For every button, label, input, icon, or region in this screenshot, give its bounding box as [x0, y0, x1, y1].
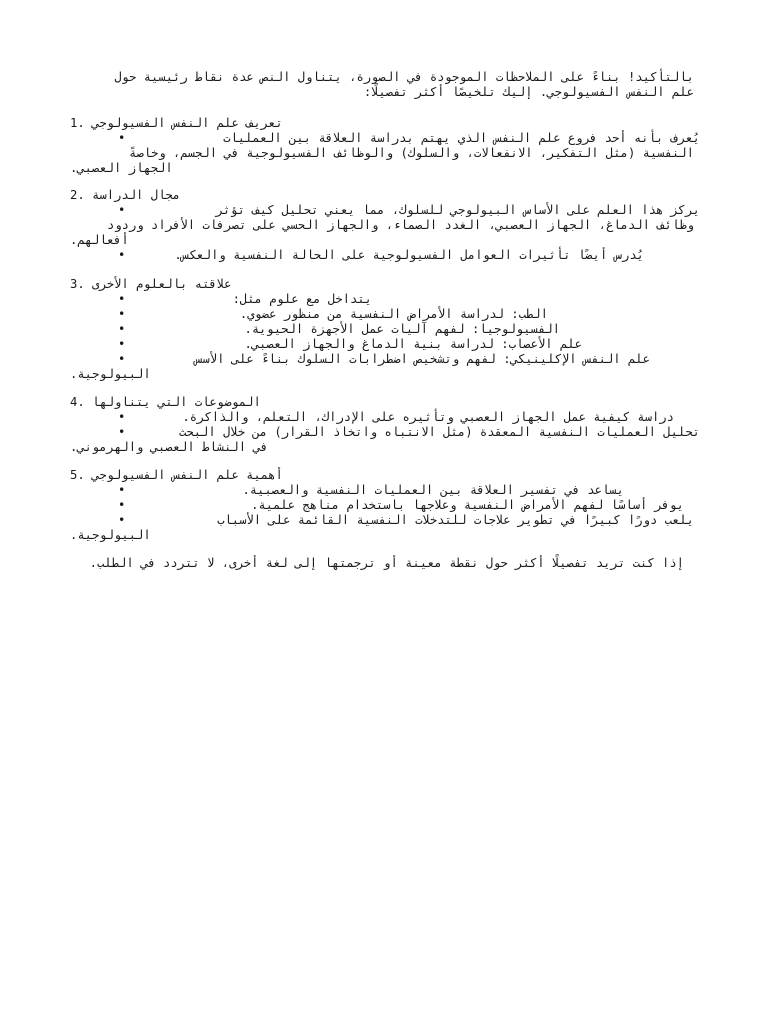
list-item-continuation: النفسية (مثل التفكير، الانفعالات، والسلوك) والوظائف الفسيولوجية في الجسم، وخاصةً	[129, 146, 694, 160]
section-heading	[70, 277, 694, 292]
list-item	[70, 307, 694, 322]
closing-line: إذا كنت تريد تفصيلًا أكثر حول نقطة معينة أو ترجمتها إلى لغة أخرى، لا تتردد في الطلب.	[89, 556, 684, 570]
list-item-text: يركز هذا العلم على الأساس البيولوجي للسلوك، مما يعني تحليل كيف تؤثر	[215, 203, 700, 217]
section-number: 5.	[70, 468, 85, 482]
bullet-icon: •	[118, 292, 126, 306]
list-item	[70, 410, 694, 425]
list-item-continuation: البيولوجية.	[70, 528, 151, 542]
closing-paragraph	[70, 556, 694, 571]
list-item-text: يوفر أساسًا لفهم الأمراض النفسية وعلاجها باستخدام مناهج علمية.	[251, 498, 684, 512]
list-item-continuation: وظائف الدماغ، الجهاز العصبي، الغدد الصماء، والجهاز الحسي على تصرفات الأفراد وردود	[107, 218, 694, 232]
section-heading	[70, 468, 694, 483]
list-item-text: يلعب دورًا كبيرًا في تطوير علاجات للتدخلات النفسية القائمة على الأسباب	[217, 513, 694, 527]
bullet-icon: •	[118, 131, 126, 145]
section-heading	[70, 395, 694, 410]
list-item-text: يُعرف بأنه أحد فروع علم النفس الذي يهتم بدراسة العلاقة بين العمليات	[223, 131, 700, 145]
list-item-text: تحليل العمليات النفسية المعقدة (مثل الانتباه واتخاذ القرار) من خلال البحث	[179, 425, 700, 439]
bullet-icon: •	[118, 248, 126, 262]
list-item-text: علم النفس الإكلينيكي: لفهم وتشخيص اضطرابات السلوك بناءً على الأسس	[195, 352, 650, 366]
list-item	[70, 513, 694, 528]
section-title: مجال الدراسة	[92, 188, 181, 202]
section-number: 2.	[70, 188, 85, 202]
section-5	[70, 468, 694, 543]
bullet-icon: •	[118, 513, 126, 527]
list-item-text: علم الأعصاب: لدراسة بنية الدماغ والجهاز العصبي.	[244, 337, 582, 351]
list-item-continuation: البيولوجية.	[70, 367, 151, 381]
bullet-icon: •	[118, 410, 126, 424]
section-title: الموضوعات التي يتناولها	[92, 395, 261, 409]
list-item-text: الفسيولوجيا: لفهم آليات عمل الأجهزة الحيوية.	[244, 322, 560, 336]
list-item	[70, 131, 700, 146]
list-item-text: يساعد في تفسير العلاقة بين العمليات النفسية والعصبية.	[242, 483, 624, 497]
list-item	[70, 352, 694, 367]
bullet-icon: •	[118, 498, 126, 512]
section-number: 3.	[70, 277, 85, 291]
list-item	[70, 425, 700, 440]
list-item-continuation: في النشاط العصبي والهرموني.	[70, 440, 269, 454]
list-item-text: يتداخل مع علوم مثل:	[232, 292, 372, 306]
section-title: تعريف علم النفس الفسيولوجي	[92, 116, 283, 130]
intro-paragraph	[70, 70, 694, 100]
list-item	[70, 337, 694, 352]
bullet-icon: •	[118, 203, 126, 217]
bullet-icon: •	[118, 425, 126, 439]
section-heading	[70, 116, 694, 131]
list-item	[70, 322, 694, 337]
section-4	[70, 395, 700, 455]
list-item	[70, 498, 694, 513]
section-1	[70, 116, 700, 176]
list-item	[70, 248, 694, 263]
section-3	[70, 277, 694, 382]
section-heading	[70, 188, 694, 203]
bullet-icon: •	[118, 322, 126, 336]
bullet-icon: •	[118, 352, 126, 366]
list-item-text: دراسة كيفية عمل الجهاز العصبي وتأثيره على الإدراك، التعلم، والذاكرة.	[182, 410, 674, 424]
bullet-icon: •	[118, 483, 126, 497]
list-item-continuation: أفعالهم.	[70, 233, 129, 247]
list-item	[70, 203, 700, 218]
intro-line-1: بالتأكيد! بناءً على الملاحظات الموجودة في الصورة، يتناول النص عدة نقاط رئيسية حول	[114, 70, 694, 84]
section-number: 1.	[70, 116, 85, 130]
section-title: علاقته بالعلوم الأخرى	[92, 277, 232, 291]
list-item-text: الطب: لدراسة الأمراض النفسية من منظور عضوي.	[239, 307, 548, 321]
intro-line-2: علم النفس الفسيولوجي. إليك تلخيصًا أكثر تفصيلًا:	[363, 85, 694, 99]
list-item-continuation: الجهاز العصبي.	[70, 161, 173, 175]
bullet-icon: •	[118, 337, 126, 351]
list-item-text: يُدرس أيضًا تأثيرات العوامل الفسيولوجية على الحالة النفسية والعكس.	[174, 248, 644, 262]
bullet-icon: •	[118, 307, 126, 321]
list-item	[70, 292, 694, 307]
list-item	[70, 483, 694, 498]
section-2	[70, 188, 700, 263]
section-number: 4.	[70, 395, 85, 409]
section-title: أهمية علم النفس الفسيولوجي	[92, 468, 283, 482]
